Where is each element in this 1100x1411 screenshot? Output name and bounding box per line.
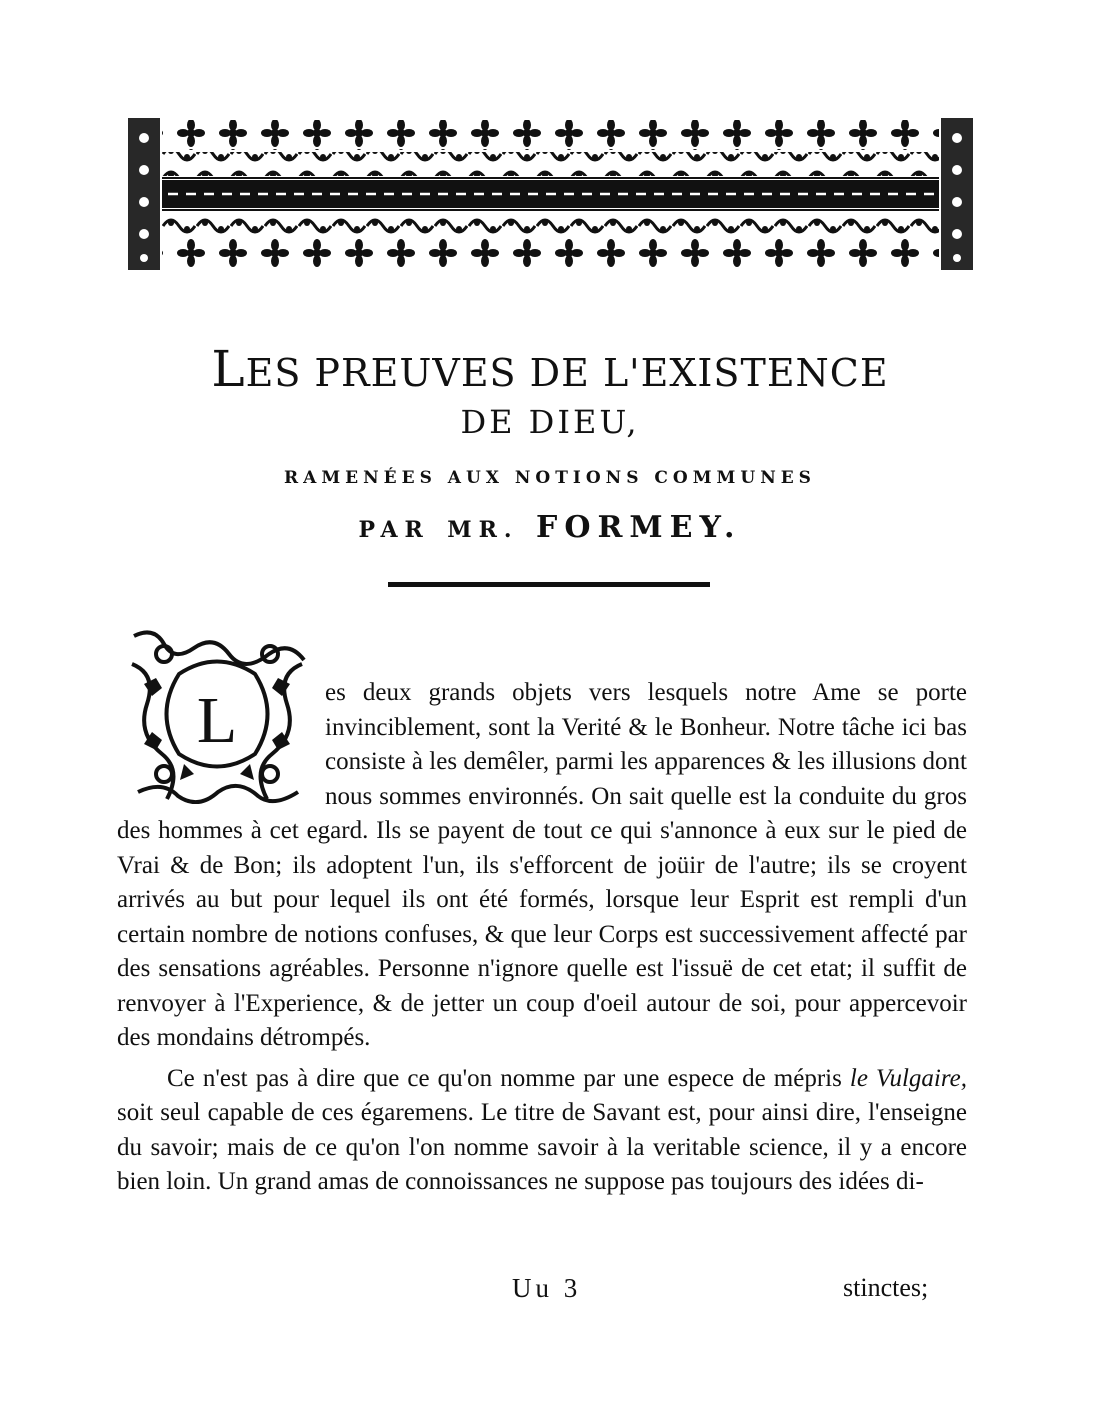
title-subtitle: RAMENÉES AUX NOTIONS COMMUNES (284, 468, 816, 488)
signature-mark: Uu 3 (512, 1273, 582, 1303)
title-subline: DE DIEU, (460, 403, 640, 441)
paragraph-1: es deux grands objets vers lesquels notre Ame se porte invinciblement, sont la Verité & le Bonheur. Notre tâche ici bas consiste à les demêler, parmi les apparences & les illusions dont nous sommes environnés. On sait quelle est la conduite du gros des hommes à cet egard. Ils se payent de tout ce qui s'annonce à eux sur le pied de Vrai & de Bon; ils adoptent l'un, ils s'efforcent de joüir de l'autre; ils se croyent arrivés au but pour lequel ils ont été formés, lorsque leur Esprit est rempli d'un certain nombre de notions confuses, & que leur Corps est successivement affecté par des sensations agréables. Personne n'ignore quelle est l'issuë de cet etat; il suffit de renvoyer à l'Experience, & de jetter un coup d'oeil autour de soi, pour appercevoir des mondains détrompés. (117, 679, 967, 1051)
paragraph-2-end: soit seul capable de ces égaremens. Le titre de Savant est, pour ainsi dire, l'enseigne du savoir; mais de ce qu'on l'on nomme savoir à la veritable science, il y a encore bien loin. Un grand amas de connoissances ne suppose pas toujours des idées di- (117, 1099, 967, 1195)
initial-spacer (117, 676, 325, 810)
main-title (0, 340, 1100, 398)
title-rule (388, 582, 710, 587)
paragraph-2-start: Ce n'est pas à dire que ce qu'on nomme par une espece de mépris (167, 1064, 850, 1092)
paragraph-2 (117, 1062, 967, 1200)
catchword: stinctes; (843, 1273, 929, 1302)
title-rest: ES PREUVES DE L'EXISTENCE (245, 351, 889, 395)
title-initial-cap: L (211, 340, 246, 398)
paragraph-2-italic: le Vulgaire, (849, 1064, 967, 1092)
author-name: FORMEY. (536, 510, 742, 545)
author-mr: MR. (447, 517, 519, 543)
initial-letter: L (196, 684, 238, 757)
author-line (0, 510, 1100, 545)
author-par: PAR (358, 517, 430, 543)
body-text (117, 676, 967, 1200)
headpiece-ornament (128, 118, 973, 270)
